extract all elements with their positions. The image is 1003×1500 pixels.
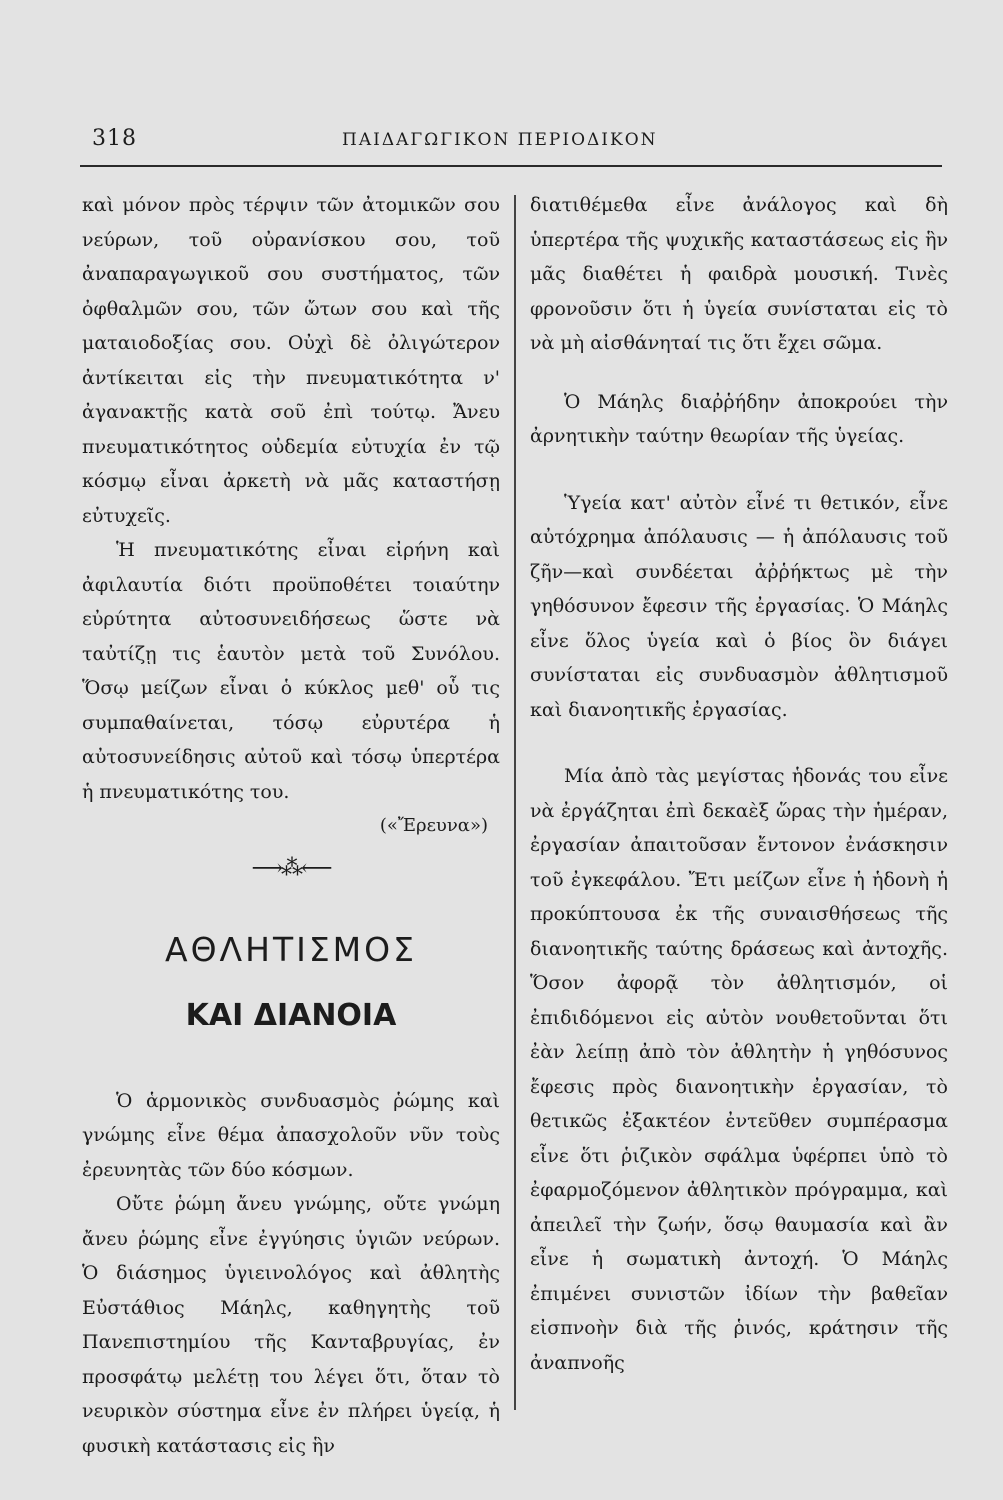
article-title: ΑΘΛΗΤΙΣΜΟΣ (165, 929, 417, 969)
paragraph: Ὑγεία κατ' αὐτὸν εἶνέ τι θετικόν, εἶνε αὐτόχρημα ἀπόλαυσις — ἡ ἀπόλαυσις τοῦ ζῆν—καὶ συνδέεται ἀῤῥήκτως μὲ τὴν γηθόσυνον ἔφεσιν τῆς ἐργασίας. Ὁ Μάηλς εἶνε ὅλος ὑγεία καὶ ὁ βίος ὃν διάγει συνίσταται εἰς συνδυασμὸν ἀθλητισμοῦ καὶ διανοητικῆς ἐργασίας. (530, 491, 948, 721)
ornament-divider: ⟶⁂⟵ (251, 855, 331, 881)
left-column (82, 188, 500, 1463)
continued-paragraph: διατιθέμεθα εἶνε ἀνάλογος καὶ δὴ ὑπερτέρα τῆς ψυχικῆς καταστάσεως εἰς ἣν μᾶς διαθέτει ἡ φαιδρὰ μουσική. Τινὲς φρονοῦσιν ὅτι ἡ ὑγεία συνίσταται εἰς τὸ νὰ μὴ αἰσθάνηταί τις ὅτι ἔχει σῶμα. (530, 194, 948, 354)
paragraph: Ὁ Μάηλς διαῤῥήδην ἀποκρούει τὴν ἀρνητικὴν ταύτην θεωρίαν τῆς ὑγείας. (530, 390, 948, 447)
paragraph: Οὔτε ῥώμη ἄνευ γνώμης, οὔτε γνώμη ἄνευ ῥώμης εἶνε ἐγγύησις ὑγιῶν νεύρων. Ὁ διάσημος ὑγιεινολόγος καὶ ἀθλητὴς Εὐστάθιος Μάηλς, καθηγητὴς τοῦ Πανεπιστημίου τῆς Κανταβρυγίας, ἐν προσφάτῳ μελέτῃ του λέγει ὅτι, ὅταν τὸ νευρικὸν σύστημα εἶνε ἐν πλήρει ὑγείᾳ, ἡ φυσικὴ κατάστασις εἰς ἣν (82, 1193, 500, 1457)
spacer (530, 454, 948, 486)
paragraph: Ὁ ἁρμονικὸς συνδυασμὸς ῥώμης καὶ γνώμης εἶνε θέμα ἀπασχολοῦν νῦν τοὺς ἐρευνητὰς τῶν δύο κόσμων. (82, 1089, 500, 1181)
source-citation: («Ἔρευνα») (379, 815, 488, 836)
spacer (530, 727, 948, 759)
paragraph: Ἡ πνευματικότης εἶναι εἰρήνη καὶ ἀφιλαυτία διότι προϋποθέτει τοιαύτην εὐρύτητα αὐτοσυνειδήσεως ὥστε νὰ ταὐτίζῃ τις ἑαυτὸν μετὰ τοῦ Συνόλου. Ὅσῳ μείζων εἶναι ὁ κύκλος μεθ' οὗ τις συμπαθαίνεται, τόσῳ εὐρυτέρα ἡ αὐτοσυνείδησις αὐτοῦ καὶ τόσῳ ὑπερτέρα ἡ πνευματικότης του. (82, 539, 500, 803)
header-rule (80, 165, 942, 167)
paragraph: Μία ἀπὸ τὰς μεγίστας ἡδονάς του εἶνε νὰ ἐργάζηται ἐπὶ δεκαὲξ ὥρας τὴν ἡμέραν, ἐργασίαν ἀπαιτοῦσαν ἔντονον ἐνάσκησιν τοῦ ἐγκεφάλου. Ἔτι μείζων εἶνε ἡ ἡδονὴ ἡ προκύπτουσα ἐκ τῆς συναισθήσεως τῆς διανοητικῆς ταύτης δράσεως καὶ ἀντοχῆς. Ὅσον ἀφορᾷ τὸν ἀθλητισμόν, οἱ ἐπιδιδόμενοι εἰς αὐτὸν νουθετοῦνται ὅτι ἐὰν λείπῃ ἀπὸ τὸν ἀθλητὴν ἡ γηθόσυνος ἔφεσις πρὸς διανοητικὴν ἐργασίαν, τὸ θετικῶς ἐξακτέον ἐντεῦθεν συμπέρασμα εἶνε ὅτι ῥιζικὸν σφάλμα ὑφέρπει ὑπὸ τὸ ἐφαρμοζόμενον ἀθλητικὸν πρόγραμμα, καὶ ἀπειλεῖ τὴν ζωήν, ὅσῳ θαυμασία καὶ ἂν εἶνε ἡ σωματικὴ ἀντοχή. Ὁ Μάηλς ἐπιμένει συνιστῶν ἰδίων τὴν βαθεῖαν εἰσπνοὴν διὰ τῆς ῥινός, κράτησιν τῆς ἀναπνοῆς (530, 765, 948, 1374)
spacer (530, 361, 948, 385)
page-header (92, 126, 942, 158)
article-subtitle: ΚΑΙ ΔΙΑΝΟΙΑ (185, 997, 397, 1033)
continued-paragraph: καὶ μόνον πρὸς τέρψιν τῶν ἀτομικῶν σου νεύρων, τοῦ οὐρανίσκου σου, τοῦ ἀναπαραγωγικοῦ σου συστήματος, τῶν ὀφθαλμῶν σου, τῶν ὤτων σου καὶ τῆς ματαιοδοξίας σου. Οὐχὶ δὲ ὀλιγώτερον ἀντίκειται εἰς τὴν πνευματικότητα ν' ἀγανακτῇς κατὰ σοῦ ἐπὶ τούτῳ. Ἄνευ πνευματικότητος οὐδεμία εὐτυχία ἐν τῷ κόσμῳ εἶναι ἀρκετὴ νὰ μᾶς καταστήσῃ εὐτυχεῖς. (82, 194, 500, 527)
spacer (82, 1036, 500, 1084)
page-number: 318 (92, 126, 137, 151)
column-rule (514, 195, 516, 1410)
running-title: ΠΑΙΔΑΓΩΓΙΚΟΝ ΠΕΡΙΟΔΙΚΟΝ (342, 130, 658, 150)
right-column (530, 188, 948, 1380)
